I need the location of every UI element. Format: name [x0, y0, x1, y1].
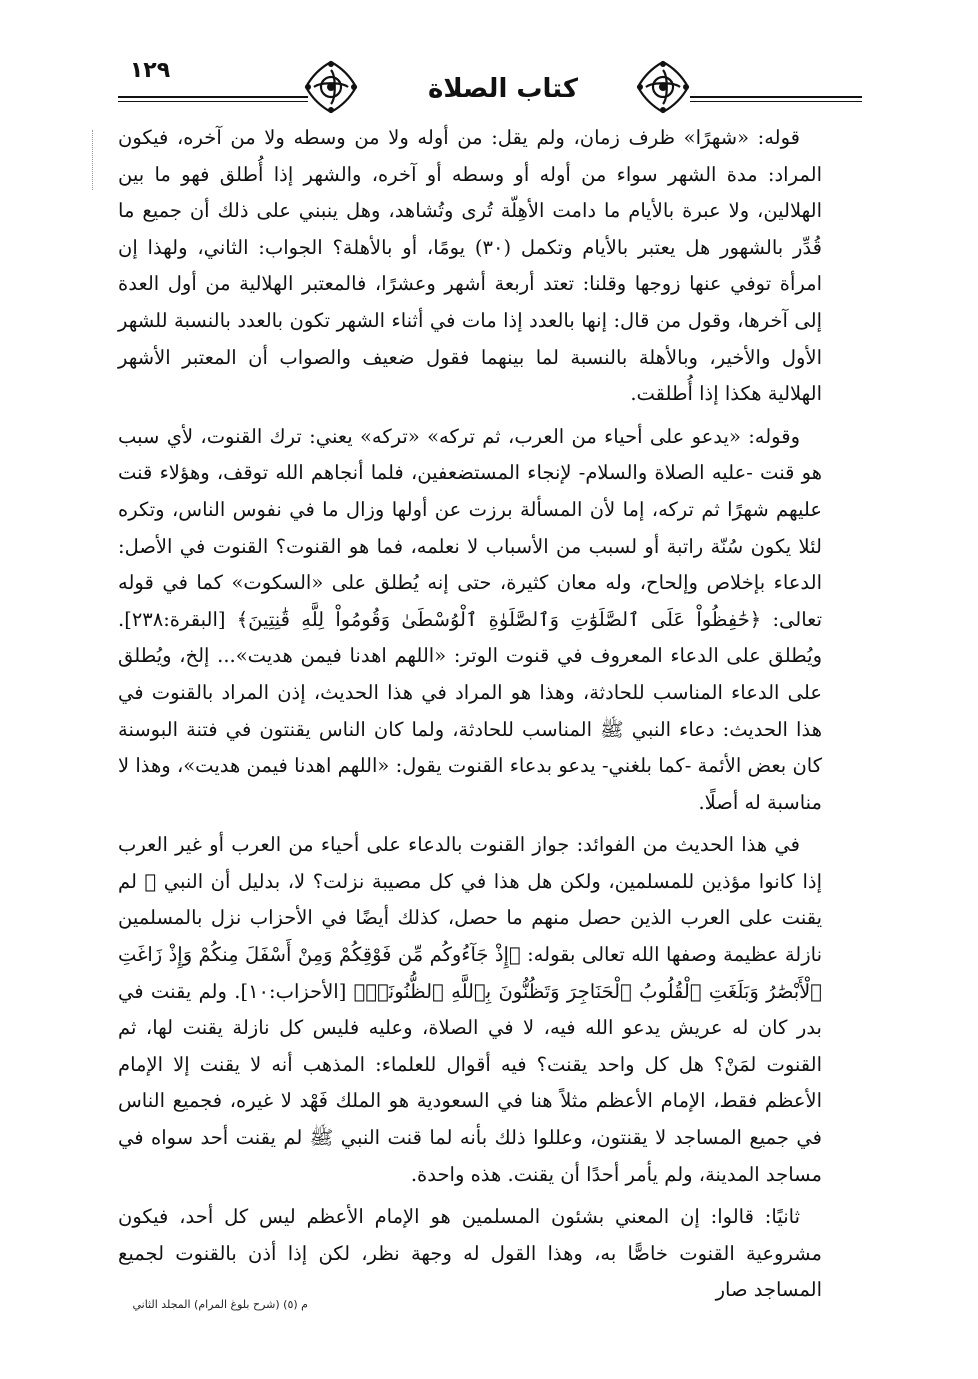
header-rule-right-thin	[690, 101, 862, 102]
left-ornament-icon	[302, 58, 360, 116]
right-ornament-icon	[634, 58, 692, 116]
paragraph-3: في هذا الحديث من الفوائد: جواز القنوت بالدعاء على أحياء من العرب أو غير العرب إذا كانوا مؤذين للمسلمين، ولكن هل هذا في كل مصيبة نزلت؟ لا، بدليل أن النبي ﷺ لم يقنت على العرب الذين حصل منهم ما حصل، كذلك أيضًا في الأحزاب نزل بالمسلمين نازلة عظيمة وصفها الله تعالى بقوله: ﴿إِذْ جَآءُوكُم مِّن فَوْقِكُمْ وَمِنْ أَسْفَلَ مِنكُمْ وَإِذْ زَاغَتِ ٱلْأَبْصَٰرُ وَبَلَغَتِ ٱلْقُلُوبُ ٱلْحَنَاجِرَ وَتَظُنُّونَ بِٱللَّهِ ٱلظُّنُونَا۠﴾ [الأحزاب:١٠]. ولم يقنت في بدر كان له عريش يدعو الله فيه، لا في الصلاة، وعليه فليس كل نازلة يقنت لها، ثم القنوت لمَنْ؟ هل كل واحد يقنت؟ فيه أقوال للعلماء: المذهب أنه لا يقنت إلا الإمام الأعظم فقط، الإمام الأعظم مثلاً هنا في السعودية هو الملك فَهْد لا غيره، فجميع الناس في جميع المساجد لا يقنتون، وعللوا ذلك بأنه لما قنت النبي ﷺ لم يقنت أحد سواه في مساجد المدينة، ولم يأمر أحدًا أن يقنت. هذه واحدة.	[118, 833, 822, 1186]
paragraph-1: قوله: «شهرًا» ظرف زمان، ولم يقل: من أوله ولا من وسطه ولا من آخره، فيكون المراد: مدة الشهر سواء من أوله أو وسطه أو آخره، والشهر إذا أُطلق فهو ما بين الهلالين، ولا عبرة بالأيام ما دامت الأهِلّة تُرى وتُشاهد، وهل ينبني على ذلك أن جميع ما قُدِّر بالشهور هل يعتبر بالأيام وتكمل (٣٠) يومًا، أو بالأهلة؟ الجواب: الثاني، ولهذا إن امرأة توفي عنها زوجها وقلنا: تعتد أربعة أشهر وعشرًا، فالمعتبر الهلالية من أول العدة إلى آخرها، وقول من قال: إنها بالعدد إذا مات في أثناء الشهر تكون بالعدد بالنسبة للشهر الأول والأخير، وبالأهلة بالنسبة لما بينهما فقول ضعيف والصواب أن المعتبر الأشهر الهلالية هكذا إذا أُطلقت.	[118, 126, 822, 406]
page-number: ١٢٩	[129, 58, 171, 83]
header-rule-left	[118, 96, 308, 98]
header-rule-left-thin	[118, 101, 308, 102]
paragraph-4: ثانيًا: قالوا: إن المعني بشئون المسلمين هو الإمام الأعظم ليس كل أحد، فيكون مشروعية القنوت خاصًّا به، وهذا القول له وجهة نظر، لكن إذا أذن بالقنوت لجميع المساجد صار	[118, 1205, 822, 1302]
paragraph-2: وقوله: «يدعو على أحياء من العرب، ثم تركه» «تركه» يعني: ترك القنوت، لأي سبب هو قنت -عليه الصلاة والسلام- لإنجاء المستضعفين، فلما أنجاهم الله توقف، وهؤلاء قنت عليهم شهرًا ثم تركه، إما لأن المسألة برزت عن أولها وزال ما في نفوس الناس، وتكره لئلا يكون سُنّة راتبة أو لسبب من الأسباب لا نعلمه، فما هو القنوت؟ القنوت في الأصل: الدعاء بإخلاص وإلحاح، وله معان كثيرة، حتى إنه يُطلق على «السكوت» كما في قوله تعالى: ﴿حَٰفِظُواْ عَلَى ٱلصَّلَوَٰتِ وَٱلصَّلَوٰةِ ٱلْوُسْطَىٰ وَقُومُواْ لِلَّهِ قَٰنِتِينَ﴾ [البقرة:٢٣٨]. ويُطلق على الدعاء المعروف في قنوت الوتر: «اللهم اهدنا فيمن هديت»... إلخ، ويُطلق على الدعاء المناسب للحادثة، وهذا هو المراد في هذا الحديث، إذن المراد بالقنوت في هذا الحديث: دعاء النبي ﷺ المناسب للحادثة، ولما كان الناس يقنتون في فتنة البوسنة كان بعض الأئمة -كما بلغني- يدعو بدعاء القنوت يقول: «اللهم اهدنا فيمن هديت»، وهذا لا مناسبة له أصلًا.	[118, 424, 822, 814]
page-body	[118, 120, 822, 1309]
header-rule-right	[690, 96, 862, 98]
margin-mark	[92, 130, 95, 190]
footer-note: م (٥) (شرح بلوغ المرام) المجلد الثاني	[132, 1298, 308, 1311]
chapter-title: كتاب الصلاة	[427, 74, 579, 104]
